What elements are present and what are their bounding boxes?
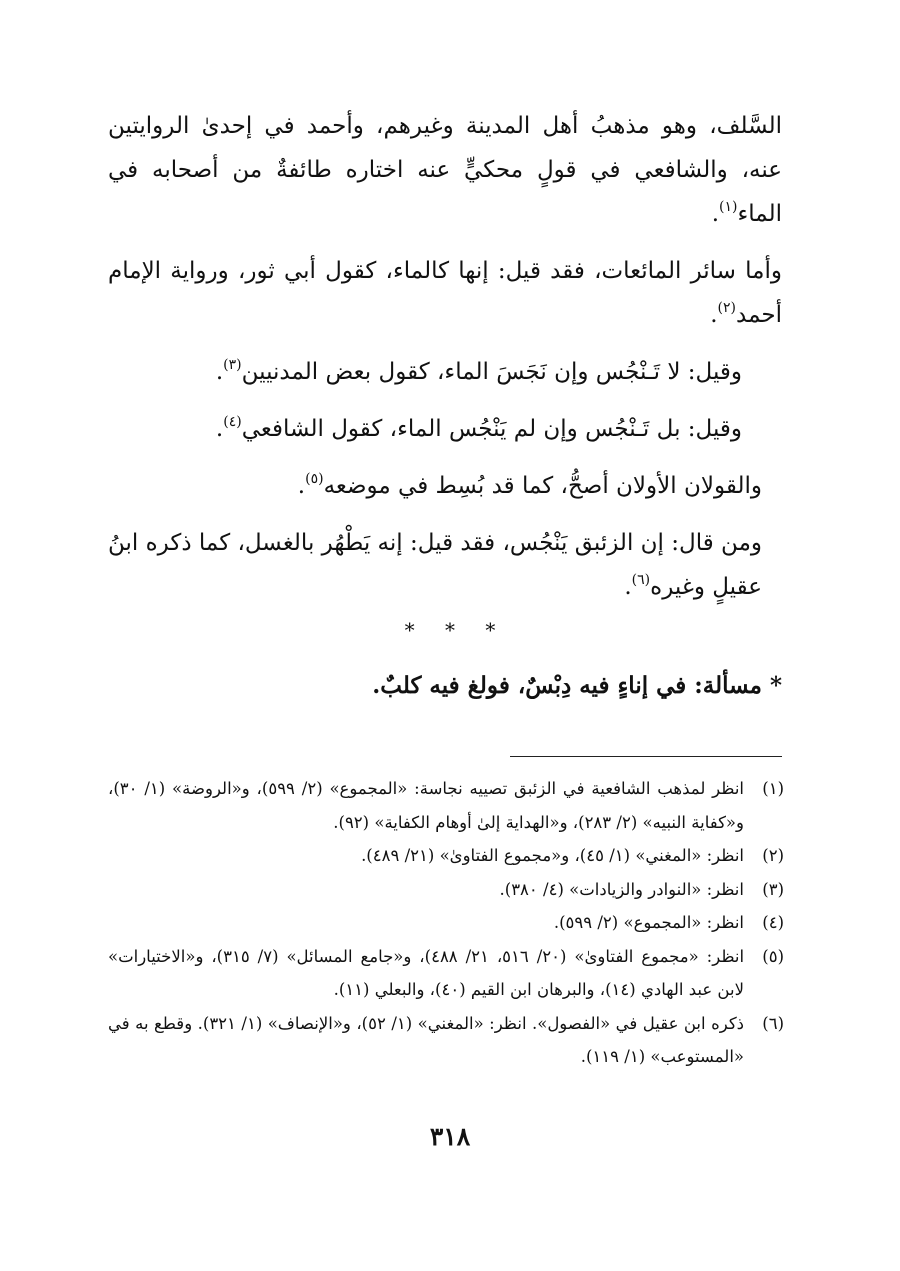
footnote-ref-4: (٤)	[223, 414, 242, 430]
footnote-ref-1: (١)	[719, 199, 738, 215]
page-number: ٣١٨	[429, 1122, 471, 1151]
footnote-text: انظر لمذهب الشافعية في الزئبق تصييه نجاسة: «المجموع» (٢/ ٥٩٩)، و«الروضة» (١/ ٣٠)، و«كفاية النبيه» (٢/ ٢٨٣)، و«الهداية إلىٰ أوهام الكفاية» (٩٢).	[108, 779, 744, 832]
footnote-text: انظر: «النوادر والزيادات» (٤/ ٣٨٠).	[499, 879, 744, 899]
footnote-text: ذكره ابن عقيل في «الفصول». انظر: «المغني» (١/ ٥٢)، و«الإنصاف» (١/ ٣٢١). وقطع به في «المستوعب» (١/ ١١٩).	[108, 1013, 745, 1066]
footnote-ref-2: (٢)	[717, 300, 737, 316]
paragraph-5: والقولان الأولان أصحُّ، كما قد بُسِط في موضعه$^{(٥)}$.	[297, 471, 762, 499]
paragraph-1: السَّلف، وهو مذهبُ أهل المدينة وغيرهم، وأحمد في إحدىٰ الروايتين عنه، والشافعي في قولٍ محكيٍّ عنه اختاره طائفةٌ من أصحابه في الماء$^{(١)}$.	[108, 113, 782, 227]
footnote-number: (٦)	[762, 1013, 784, 1033]
footnote-ref-5: (٥)	[305, 471, 324, 487]
footnote-text: انظر: «المجموع» (٢/ ٥٩٩).	[553, 913, 744, 932]
footnote-divider	[510, 756, 782, 757]
section-separator: * * *	[404, 618, 496, 642]
footnote-number: (٥)	[762, 946, 784, 966]
footnote-number: (٢)	[762, 846, 784, 865]
paragraph-6: ومن قال: إن الزئبق يَنْجُس، فقد قيل: إنه يَطْهُر بالغسل، كما ذكره ابنُ عقيلٍ وغيره$^{(٦)}$.	[108, 530, 762, 600]
footnote-text: انظر: «المغني» (١/ ٤٥)، و«مجموع الفتاوىٰ» (٢١/ ٤٨٩).	[361, 846, 744, 865]
footnote-number: (٤)	[762, 913, 784, 932]
footnote-1	[108, 772, 784, 839]
footnote-4	[108, 906, 784, 940]
paragraph-3: وقيل: لا تَـنْجُس وإن نَجَسَ الماء، كقول بعض المدنيين$^{(٣)}$.	[215, 357, 742, 385]
footnote-ref-3: (٣)	[223, 357, 242, 373]
masala-heading: * مسألة: في إناءٍ فيه دِبْسٌ، فولغ فيه كلبٌ.	[372, 672, 782, 699]
main-text	[108, 104, 782, 622]
footnote-number: (١)	[762, 779, 784, 798]
footnote-2	[108, 839, 784, 873]
paragraph-2: وأما سائر المائعات، فقد قيل: إنها كالماء، كقول أبي ثور، ورواية الإمام أحمد$^{(٢)}$.	[108, 258, 782, 328]
footnote-5	[108, 940, 784, 1007]
footnote-text: انظر: «مجموع الفتاوىٰ» (٢٠/ ٥١٦، ٢١/ ٤٨٨)، و«جامع المسائل» (٧/ ٣١٥)، و«الاختيارات» لابن عبد الهادي (١٤)، والبرهان ابن القيم (٤٠)، والبعلي (١١).	[108, 946, 745, 999]
footnote-number: (٣)	[762, 879, 784, 899]
footnote-ref-6: (٦)	[631, 572, 651, 588]
footnote-6	[108, 1007, 784, 1074]
footnote-3	[108, 873, 784, 907]
paragraph-4: وقيل: بل تَـنْجُس وإن لم يَنْجُس الماء، كقول الشافعي$^{(٤)}$.	[215, 414, 742, 442]
footnotes	[108, 772, 784, 1074]
